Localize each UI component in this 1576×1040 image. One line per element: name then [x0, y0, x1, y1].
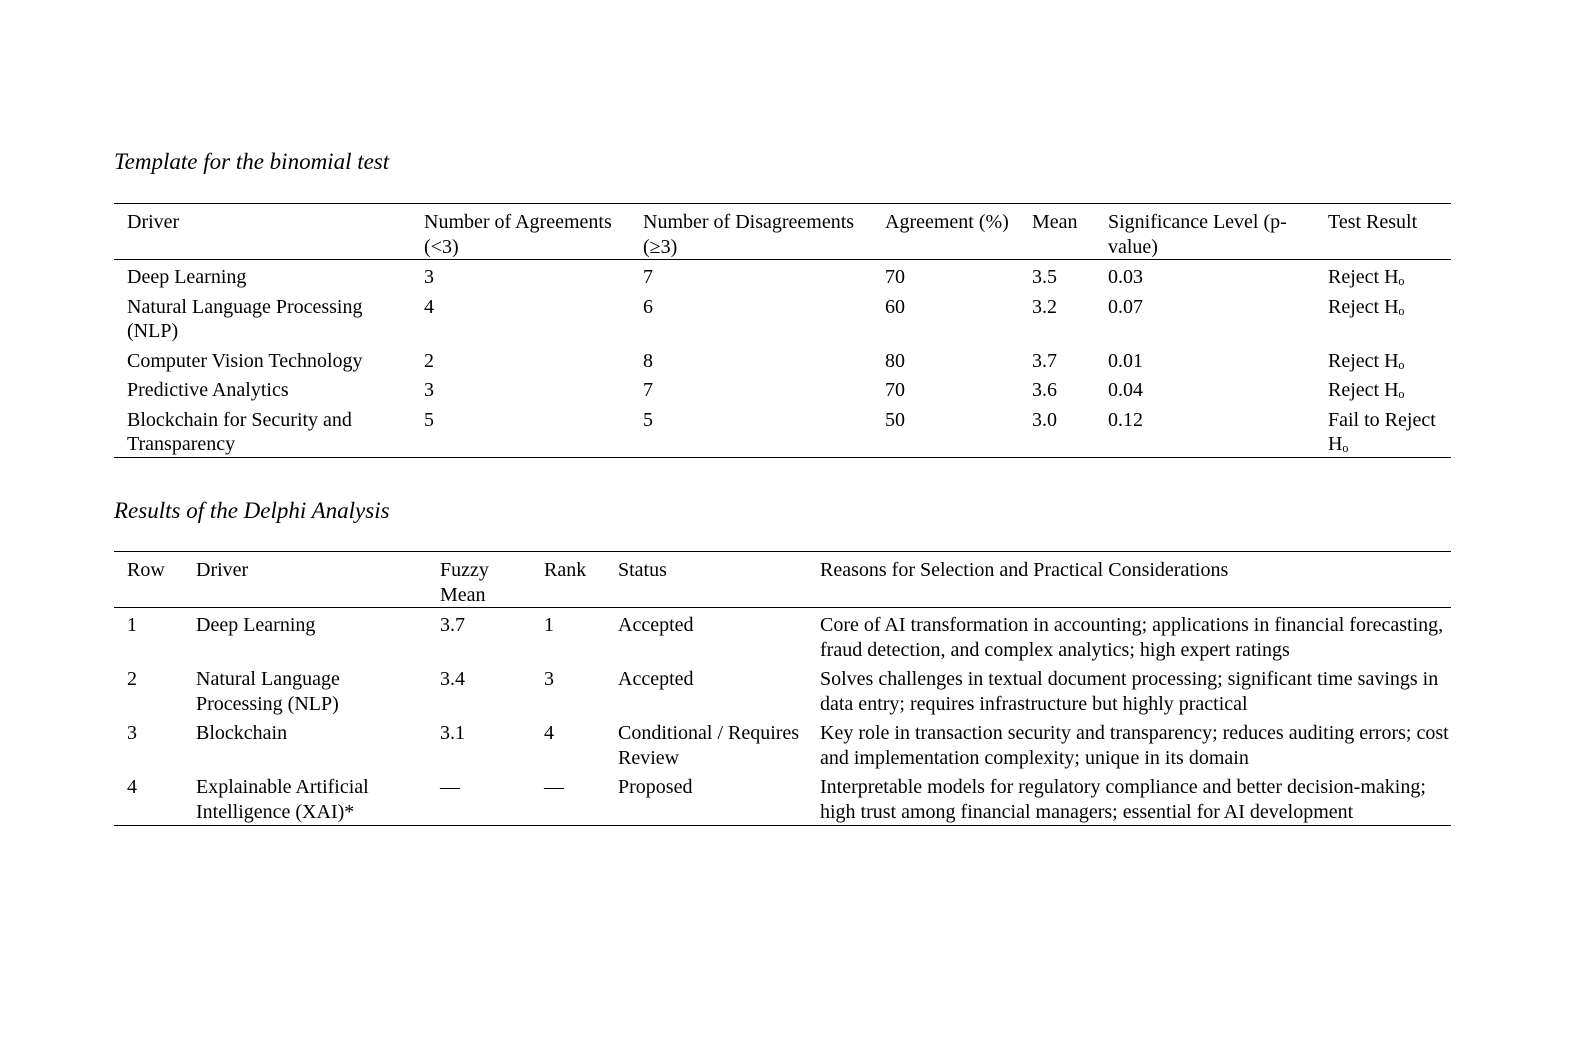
cell-p-value: 0.04	[1108, 379, 1143, 401]
cell-driver: Explainable Artificial Intelligence (XAI)*	[196, 776, 369, 823]
cell-rank: —	[544, 776, 564, 798]
header-reasons: Reasons for Selection and Practical Considerations	[820, 559, 1229, 581]
cell-fuzzy-mean: —	[440, 776, 460, 798]
cell-status: Proposed	[618, 776, 693, 798]
cell-disagreements: 8	[643, 349, 653, 372]
table-row	[114, 662, 1451, 716]
cell-fuzzy-mean: 3.7	[440, 614, 465, 636]
cell-reasons: Solves challenges in textual document processing; significant time savings in data entry; requires infrastructure but highly practical	[820, 668, 1439, 715]
cell-mean: 3.5	[1032, 266, 1057, 288]
cell-test-result: Reject Hₒ	[1328, 295, 1405, 318]
cell-rank: 3	[544, 668, 554, 690]
cell-row: 3	[127, 722, 137, 744]
cell-driver: Deep Learning	[127, 266, 247, 288]
cell-driver: Predictive Analytics	[127, 379, 289, 401]
table2-caption: Results of the Delphi Analysis	[114, 498, 390, 523]
cell-p-value: 0.12	[1108, 408, 1143, 431]
cell-agreements: 3	[424, 266, 434, 288]
cell-driver: Blockchain for Security and Transparency	[127, 408, 352, 455]
cell-mean: 3.2	[1032, 295, 1057, 318]
table-row	[114, 373, 1451, 403]
header-rank: Rank	[544, 559, 587, 581]
cell-reasons: Key role in transaction security and transparency; reduces auditing errors; cost and implementation complexity; unique in its domain	[820, 722, 1449, 769]
header-disagreements: Number of Disagreements (≥3)	[643, 211, 855, 258]
table-row	[114, 403, 1451, 458]
header-test-result: Test Result	[1328, 211, 1418, 233]
cell-agreements: 5	[424, 408, 434, 431]
cell-driver: Deep Learning	[196, 614, 316, 636]
cell-test-result: Reject Hₒ	[1328, 379, 1405, 401]
cell-driver: Computer Vision Technology	[127, 349, 363, 372]
cell-test-result: Reject Hₒ	[1328, 349, 1405, 372]
cell-test-result: Reject Hₒ	[1328, 266, 1405, 288]
cell-rank: 1	[544, 614, 554, 636]
table-row	[114, 608, 1451, 663]
binomial-test-table	[114, 203, 1451, 458]
cell-mean: 3.7	[1032, 349, 1057, 372]
cell-agreement-pct: 60	[885, 295, 905, 318]
cell-row: 2	[127, 668, 137, 690]
table-row	[114, 770, 1451, 826]
cell-status: Accepted	[618, 668, 694, 690]
cell-disagreements: 7	[643, 266, 653, 288]
cell-agreement-pct: 80	[885, 349, 905, 372]
table-row	[114, 716, 1451, 770]
header-driver: Driver	[127, 211, 180, 233]
table-row	[114, 344, 1451, 374]
cell-driver: Blockchain	[196, 722, 288, 744]
header-mean: Mean	[1032, 211, 1078, 233]
cell-fuzzy-mean: 3.4	[440, 668, 465, 690]
cell-row: 1	[127, 614, 137, 636]
cell-test-result: Fail to Reject Hₒ	[1328, 408, 1436, 455]
cell-mean: 3.6	[1032, 379, 1057, 401]
cell-agreements: 2	[424, 349, 434, 372]
cell-p-value: 0.03	[1108, 266, 1143, 288]
cell-p-value: 0.07	[1108, 295, 1143, 318]
header-driver: Driver	[196, 559, 249, 581]
delphi-analysis-table	[114, 551, 1451, 826]
cell-rank: 4	[544, 722, 554, 744]
table-row	[114, 290, 1451, 344]
header-agreements: Number of Agreements (<3)	[424, 211, 612, 258]
table1-caption: Template for the binomial test	[114, 149, 390, 174]
cell-disagreements: 6	[643, 295, 653, 318]
cell-reasons: Core of AI transformation in accounting; applications in financial forecasting, fraud detection, and complex analytics; high expert ratings	[820, 614, 1444, 661]
cell-agreement-pct: 50	[885, 408, 905, 431]
header-agreement-pct: Agreement (%)	[885, 211, 1009, 233]
cell-driver: Natural Language Processing (NLP)	[196, 668, 340, 715]
header-status: Status	[618, 559, 667, 581]
cell-mean: 3.0	[1032, 408, 1057, 431]
cell-row: 4	[127, 776, 137, 798]
table1-header-row	[114, 204, 1451, 260]
cell-driver: Natural Language Processing (NLP)	[127, 295, 363, 342]
cell-agreement-pct: 70	[885, 266, 905, 288]
cell-status: Accepted	[618, 614, 694, 636]
header-row: Row	[127, 559, 165, 581]
cell-agreements: 3	[424, 379, 434, 401]
cell-agreements: 4	[424, 295, 434, 318]
cell-p-value: 0.01	[1108, 349, 1143, 372]
header-fuzzy-mean: Fuzzy Mean	[440, 559, 489, 606]
table-row	[114, 260, 1451, 290]
cell-agreement-pct: 70	[885, 379, 905, 401]
table2-header-row	[114, 552, 1451, 608]
cell-disagreements: 7	[643, 379, 653, 401]
cell-reasons: Interpretable models for regulatory compliance and better decision-making; high trust among financial managers; essential for AI development	[820, 776, 1426, 823]
cell-status: Conditional / Requires Review	[618, 722, 800, 769]
cell-fuzzy-mean: 3.1	[440, 722, 465, 744]
cell-disagreements: 5	[643, 408, 653, 431]
header-p-value: Significance Level (p-value)	[1108, 211, 1287, 258]
